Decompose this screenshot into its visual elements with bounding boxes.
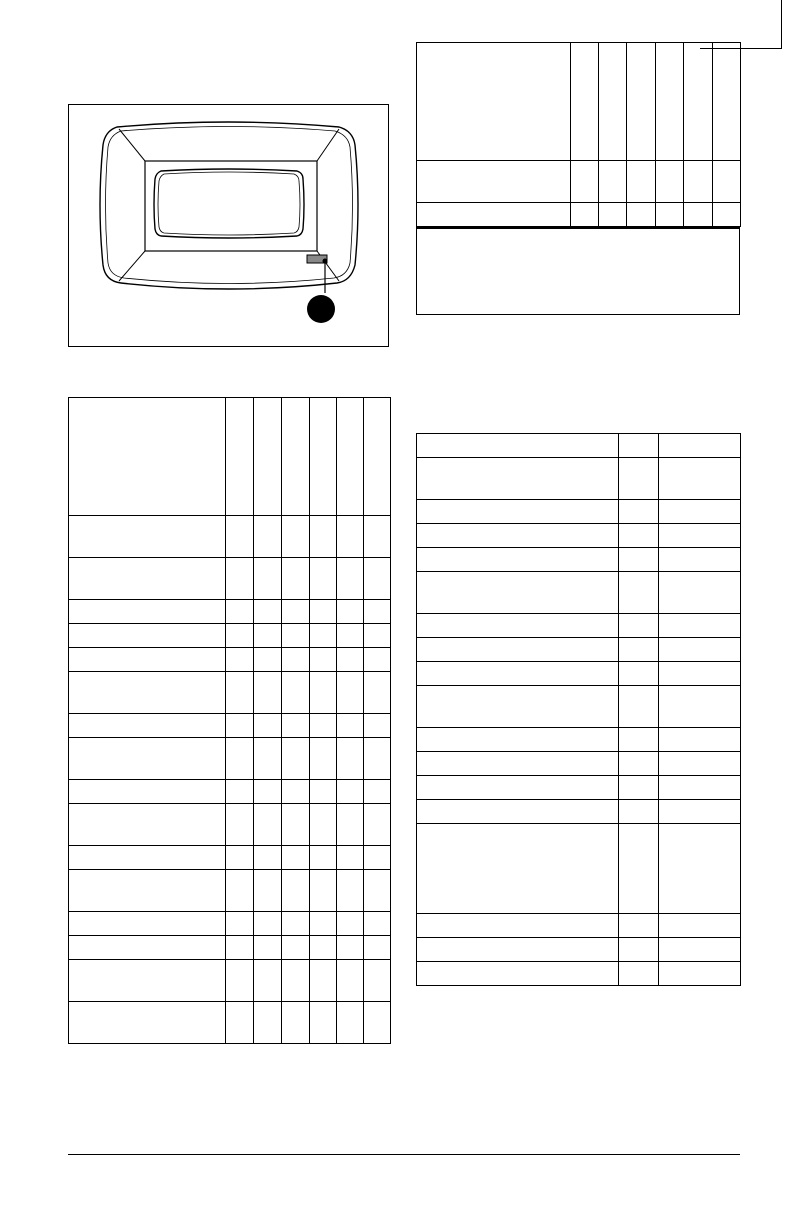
table-cell	[656, 43, 684, 161]
table-row	[417, 824, 741, 914]
table-row	[69, 960, 391, 1002]
table-cell	[659, 800, 741, 824]
table-row	[69, 780, 391, 804]
table-row	[417, 548, 741, 572]
table-cell	[659, 914, 741, 938]
table-row	[69, 936, 391, 960]
table-cell	[69, 960, 226, 1002]
table-cell	[656, 203, 684, 227]
table-cell	[571, 203, 599, 227]
table-cell	[337, 558, 364, 600]
table-cell	[417, 914, 619, 938]
table-cell	[226, 804, 254, 846]
table-cell	[417, 752, 619, 776]
table-cell	[254, 672, 282, 714]
table-row	[417, 203, 741, 227]
table-row	[417, 638, 741, 662]
table-cell	[226, 1002, 254, 1044]
table-cell	[619, 800, 659, 824]
table-cell	[282, 804, 310, 846]
table-cell	[254, 714, 282, 738]
table-cell	[282, 648, 310, 672]
table-row	[417, 752, 741, 776]
table-cell	[337, 846, 364, 870]
table-cell	[337, 516, 364, 558]
table-cell	[599, 203, 627, 227]
table-cell	[659, 434, 741, 458]
table-cell	[226, 516, 254, 558]
table-cell	[254, 936, 282, 960]
table-row	[417, 962, 741, 986]
table-cell	[713, 43, 741, 161]
table-cell	[659, 458, 741, 500]
table-cell	[310, 912, 337, 936]
table-cell	[619, 752, 659, 776]
table-row	[417, 572, 741, 614]
table-cell	[226, 846, 254, 870]
table-cell	[417, 458, 619, 500]
table-cell	[254, 870, 282, 912]
table-cell	[364, 804, 391, 846]
table-cell	[619, 728, 659, 752]
table-cell	[684, 43, 713, 161]
table-cell	[310, 870, 337, 912]
table-cell	[417, 686, 619, 728]
table-cell	[310, 738, 337, 780]
table-cell	[337, 738, 364, 780]
table-cell	[282, 558, 310, 600]
table-cell	[364, 870, 391, 912]
table-cell	[226, 600, 254, 624]
table-cell	[417, 434, 619, 458]
table-cell	[619, 434, 659, 458]
table-cell	[226, 870, 254, 912]
table-row	[417, 728, 741, 752]
table-cell	[310, 600, 337, 624]
table-cell	[254, 804, 282, 846]
table-cell	[69, 558, 226, 600]
table-cell	[226, 714, 254, 738]
table-cell	[254, 1002, 282, 1044]
table-cell	[364, 558, 391, 600]
table-row	[69, 624, 391, 648]
table-cell	[282, 398, 310, 516]
right-top-specs-table	[416, 42, 741, 227]
table-cell	[69, 780, 226, 804]
table-cell	[69, 936, 226, 960]
table-cell	[337, 600, 364, 624]
note-box	[416, 226, 740, 315]
table-cell	[282, 1002, 310, 1044]
table-cell	[659, 938, 741, 962]
table-row	[417, 434, 741, 458]
table-row	[417, 500, 741, 524]
table-cell	[226, 936, 254, 960]
table-cell	[417, 548, 619, 572]
table-cell	[684, 161, 713, 203]
table-cell	[282, 738, 310, 780]
table-cell	[254, 600, 282, 624]
table-cell	[69, 804, 226, 846]
table-cell	[599, 43, 627, 161]
table-cell	[364, 1002, 391, 1044]
table-cell	[659, 524, 741, 548]
table-cell	[417, 614, 619, 638]
table-cell	[417, 938, 619, 962]
table-row	[69, 516, 391, 558]
table-cell	[337, 960, 364, 1002]
table-cell	[627, 43, 656, 161]
table-cell	[69, 1002, 226, 1044]
table-cell	[364, 846, 391, 870]
table-cell	[226, 912, 254, 936]
table-cell	[254, 516, 282, 558]
table-row	[69, 672, 391, 714]
table-cell	[226, 672, 254, 714]
table-cell	[226, 624, 254, 648]
table-cell	[619, 686, 659, 728]
table-cell	[254, 912, 282, 936]
table-cell	[571, 43, 599, 161]
table-cell	[417, 776, 619, 800]
table-cell	[364, 912, 391, 936]
table-row	[69, 600, 391, 624]
crop-mark-vertical	[781, 0, 782, 49]
table-cell	[282, 672, 310, 714]
table-cell	[337, 912, 364, 936]
table-row	[69, 714, 391, 738]
table-cell	[627, 203, 656, 227]
table-cell	[337, 624, 364, 648]
table-cell	[599, 161, 627, 203]
table-cell	[364, 648, 391, 672]
table-cell	[282, 780, 310, 804]
left-specs-table	[68, 397, 391, 1044]
table-cell	[282, 624, 310, 648]
table-cell	[417, 161, 571, 203]
table-cell	[619, 524, 659, 548]
table-cell	[659, 752, 741, 776]
table-cell	[364, 780, 391, 804]
table-cell	[310, 804, 337, 846]
footer-rule	[68, 1154, 740, 1155]
table-cell	[226, 780, 254, 804]
table-cell	[656, 161, 684, 203]
table-cell	[417, 800, 619, 824]
table-cell	[659, 572, 741, 614]
table-cell	[337, 672, 364, 714]
table-row	[69, 738, 391, 780]
table-cell	[69, 624, 226, 648]
table-cell	[310, 1002, 337, 1044]
table-cell	[619, 548, 659, 572]
table-cell	[254, 398, 282, 516]
table-cell	[254, 846, 282, 870]
table-cell	[713, 161, 741, 203]
callout-badge	[307, 295, 335, 323]
table-cell	[627, 161, 656, 203]
table-cell	[69, 600, 226, 624]
table-cell	[254, 738, 282, 780]
table-cell	[282, 936, 310, 960]
table-row	[417, 524, 741, 548]
table-cell	[417, 662, 619, 686]
table-row	[69, 648, 391, 672]
table-cell	[619, 458, 659, 500]
table-cell	[337, 804, 364, 846]
table-cell	[417, 728, 619, 752]
table-cell	[310, 780, 337, 804]
table-cell	[254, 624, 282, 648]
table-cell	[364, 960, 391, 1002]
table-cell	[282, 846, 310, 870]
table-cell	[69, 648, 226, 672]
table-cell	[659, 638, 741, 662]
table-cell	[282, 516, 310, 558]
table-row	[417, 800, 741, 824]
table-cell	[69, 672, 226, 714]
table-cell	[417, 203, 571, 227]
table-cell	[571, 161, 599, 203]
table-cell	[337, 780, 364, 804]
table-cell	[659, 728, 741, 752]
table-cell	[659, 662, 741, 686]
table-row	[417, 776, 741, 800]
table-cell	[684, 203, 713, 227]
table-cell	[310, 398, 337, 516]
table-cell	[619, 776, 659, 800]
table-cell	[364, 936, 391, 960]
table-cell	[364, 738, 391, 780]
table-cell	[417, 524, 619, 548]
table-cell	[310, 624, 337, 648]
table-row	[69, 398, 391, 516]
table-cell	[364, 398, 391, 516]
table-row	[69, 1002, 391, 1044]
gauge-display-icon	[69, 105, 390, 348]
table-cell	[310, 846, 337, 870]
table-cell	[659, 686, 741, 728]
table-cell	[417, 962, 619, 986]
table-cell	[337, 936, 364, 960]
table-cell	[619, 962, 659, 986]
table-cell	[282, 960, 310, 1002]
table-cell	[69, 870, 226, 912]
table-row	[69, 846, 391, 870]
table-cell	[659, 500, 741, 524]
table-row	[69, 870, 391, 912]
gauge-figure	[68, 104, 389, 347]
table-cell	[364, 714, 391, 738]
table-cell	[337, 714, 364, 738]
table-row	[69, 558, 391, 600]
table-cell	[282, 600, 310, 624]
table-row	[417, 914, 741, 938]
table-cell	[310, 714, 337, 738]
table-row	[417, 686, 741, 728]
table-cell	[619, 638, 659, 662]
table-cell	[226, 398, 254, 516]
table-row	[69, 912, 391, 936]
table-cell	[417, 638, 619, 662]
table-row	[417, 43, 741, 161]
table-cell	[417, 572, 619, 614]
table-cell	[337, 870, 364, 912]
table-cell	[310, 558, 337, 600]
table-row	[417, 458, 741, 500]
table-cell	[619, 614, 659, 638]
table-cell	[254, 960, 282, 1002]
table-cell	[417, 824, 619, 914]
table-cell	[364, 672, 391, 714]
table-cell	[417, 43, 571, 161]
table-cell	[337, 398, 364, 516]
table-cell	[619, 938, 659, 962]
table-cell	[254, 648, 282, 672]
table-cell	[69, 516, 226, 558]
table-cell	[226, 648, 254, 672]
table-cell	[337, 1002, 364, 1044]
table-cell	[69, 738, 226, 780]
table-row	[417, 662, 741, 686]
table-cell	[69, 714, 226, 738]
table-row	[417, 161, 741, 203]
table-cell	[619, 824, 659, 914]
table-cell	[226, 558, 254, 600]
table-cell	[713, 203, 741, 227]
table-row	[417, 938, 741, 962]
table-cell	[659, 824, 741, 914]
table-cell	[364, 516, 391, 558]
table-cell	[226, 738, 254, 780]
table-row	[69, 804, 391, 846]
table-cell	[254, 558, 282, 600]
table-cell	[337, 648, 364, 672]
table-cell	[310, 648, 337, 672]
table-cell	[364, 600, 391, 624]
table-cell	[310, 672, 337, 714]
table-cell	[69, 398, 226, 516]
table-cell	[659, 776, 741, 800]
table-cell	[69, 846, 226, 870]
table-cell	[310, 936, 337, 960]
table-cell	[226, 960, 254, 1002]
table-cell	[310, 516, 337, 558]
table-cell	[254, 780, 282, 804]
table-cell	[69, 912, 226, 936]
table-cell	[310, 960, 337, 1002]
table-cell	[282, 912, 310, 936]
table-cell	[282, 714, 310, 738]
table-cell	[364, 624, 391, 648]
table-cell	[619, 914, 659, 938]
table-cell	[659, 614, 741, 638]
table-cell	[659, 548, 741, 572]
table-cell	[417, 500, 619, 524]
right-bottom-specs-table	[416, 433, 741, 986]
table-row	[417, 614, 741, 638]
table-cell	[659, 962, 741, 986]
table-cell	[619, 500, 659, 524]
table-cell	[282, 870, 310, 912]
table-cell	[619, 662, 659, 686]
table-cell	[619, 572, 659, 614]
